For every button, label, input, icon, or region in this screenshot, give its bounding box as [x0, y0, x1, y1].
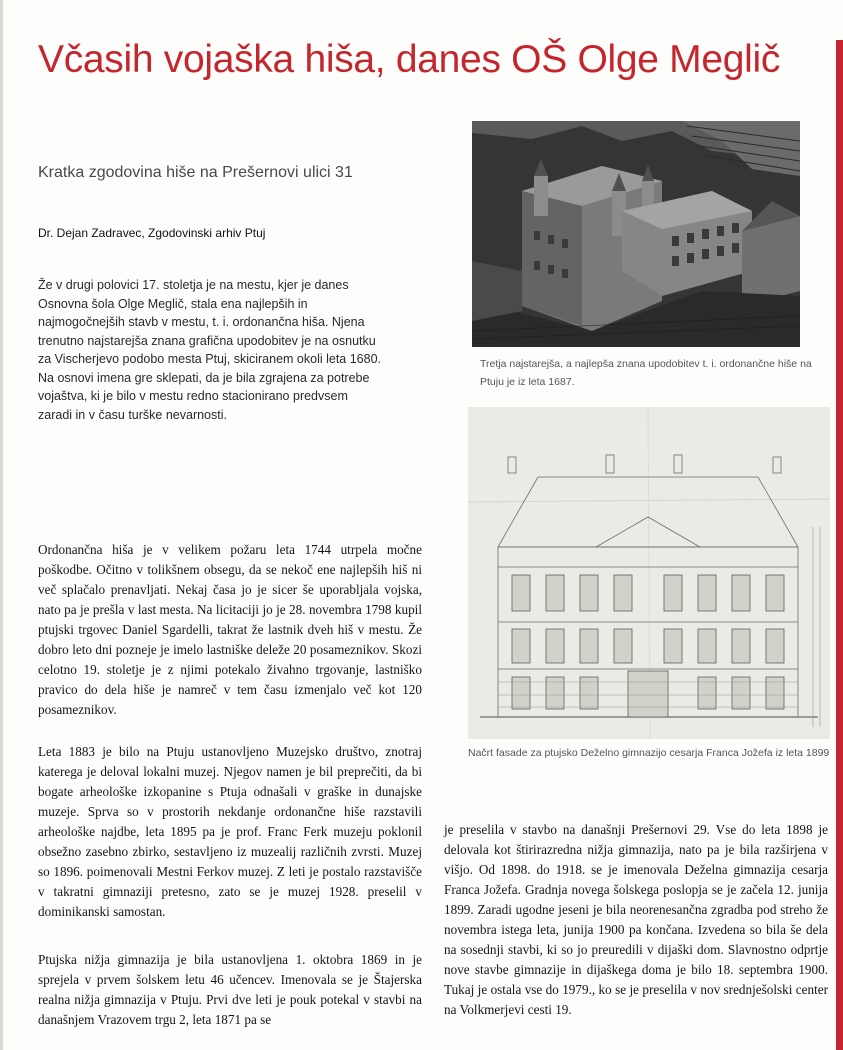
article-intro: Že v drugi polovici 17. stoletja je na mestu, kjer je danes Osnovna šola Olge Meglič, stala ena najlepših in najmogočnejših stavb v mestu, t. i. ordonančna hiša. Njena trenutno najstarejša znana grafična upodobitev je na osnutku za Vischerjevo podobo mesta Ptuj, skiciranem okoli leta 1680. Na osnovi imena gre sklepati, da je bila zgrajena za potrebe vojaštva, ki je bilo v mestu redno stacionirano predvsem zaradi in v času turške nevarnosti.: [38, 278, 382, 422]
article-subtitle: Kratka zgodovina hiše na Prešernovi ulici 31: [38, 164, 353, 181]
gymnasium-facade-drawing-image: [468, 407, 830, 739]
body-paragraph-1: Ordonančna hiša je v velikem požaru leta 1744 utrpela močne poškodbe. Očitno v tolikšnem obsegu, da se nekoč ene najlepših hiš ni več splačalo prenavljati. Nekaj časa jo je sicer še uporabljala vojska, nato pa je prešla v last mesta. Na licitaciji jo je 28. novembra 1798 kupil ptujski trgovec Daniel Sgardelli, takrat že lastnik dveh hiš v mestu. Že dobro leto dni pozneje je imelo lastniške deleže 20 posameznikov. Skozi celotno 19. stoletje je z njimi potekalo živahno trgovanje, lastniško pravico do dela hiše je namreč v tem času izmenjalo več kot 120 posameznikov.: [38, 542, 422, 717]
article-author: Dr. Dejan Zadravec, Zgodovinski arhiv Ptuj: [38, 226, 266, 240]
body-paragraph-4: je preselila v stavbo na današnji Prešernovi 29. Vse do leta 1898 je delovala kot štirirazredna nižja gimnazija, nato pa je bila razširjena v višjo. Od 1898. do 1918. se je imenovala Deželna gimnazija cesarja Franca Jožefa. Gradnja novega šolskega poslopja se je začela 12. junija 1899. Zaradi ugodne jeseni je bila neorenesančna zgradba pod streho že novembra istega leta, junija 1900 pa končana. Izvedena so bila še dela na sosednji stavbi, ki so jo preuredili v dijaški dom. Slavnostno odprtje nove stavbe gimnazije in dijaškega doma je bilo 18. septembra 1900. Tukaj je ostala vse do 1979., ko se je preselila v nov srednješolski center na Volkmerjevi cesti 19.: [444, 822, 828, 1017]
accent-bar: [836, 40, 843, 1050]
body-paragraph-3: Ptujska nižja gimnazija je bila ustanovljena 1. oktobra 1869 in je sprejela v prvem šolskem letu 46 učencev. Imenovala se je Štajerska realna nižja gimnazija v Ptuju. Prvi dve leti je pouk potekal v stavbi na današnjem Vrazovem trgu 2, leta 1871 pa se: [38, 952, 422, 1027]
page-edge: [0, 0, 3, 1050]
article-title: Včasih vojaška hiša, danes OŠ Olge Meglič: [38, 38, 781, 81]
figure2-caption: Načrt fasade za ptujsko Deželno gimnazijo cesarja Franca Jožefa iz leta 1899: [468, 747, 830, 759]
ordnance-house-engraving-image: [472, 121, 800, 347]
body-paragraph-2: Leta 1883 je bilo na Ptuju ustanovljeno Muzejsko društvo, znotraj katerega je deloval lokalni muzej. Njegov namen je bil preprečiti, da bi bogate arheološke izkopanine s Ptuja odnašali v graške in dunajske muzeje. Sprva so v prostorih nekdanje ordonančne hiše razstavili arheološke najdbe, leta 1895 pa je prof. Franc Ferk muzeju poklonil obsežno zasebno zbirko, sestavljeno iz muzealij različnih zvrsti. Muzej so 1896. poimenovali Mestni Ferkov muzej. Z leti je postalo razstavišče v takratni gimnaziji pretesno, zato se je muzej 1928. preselil v dominikanski samostan.: [38, 744, 422, 919]
figure1-caption: Tretja najstarejša, a najlepša znana upodobitev t. i. ordonančne hiše na Ptuju je iz leta 1687.: [480, 358, 812, 388]
